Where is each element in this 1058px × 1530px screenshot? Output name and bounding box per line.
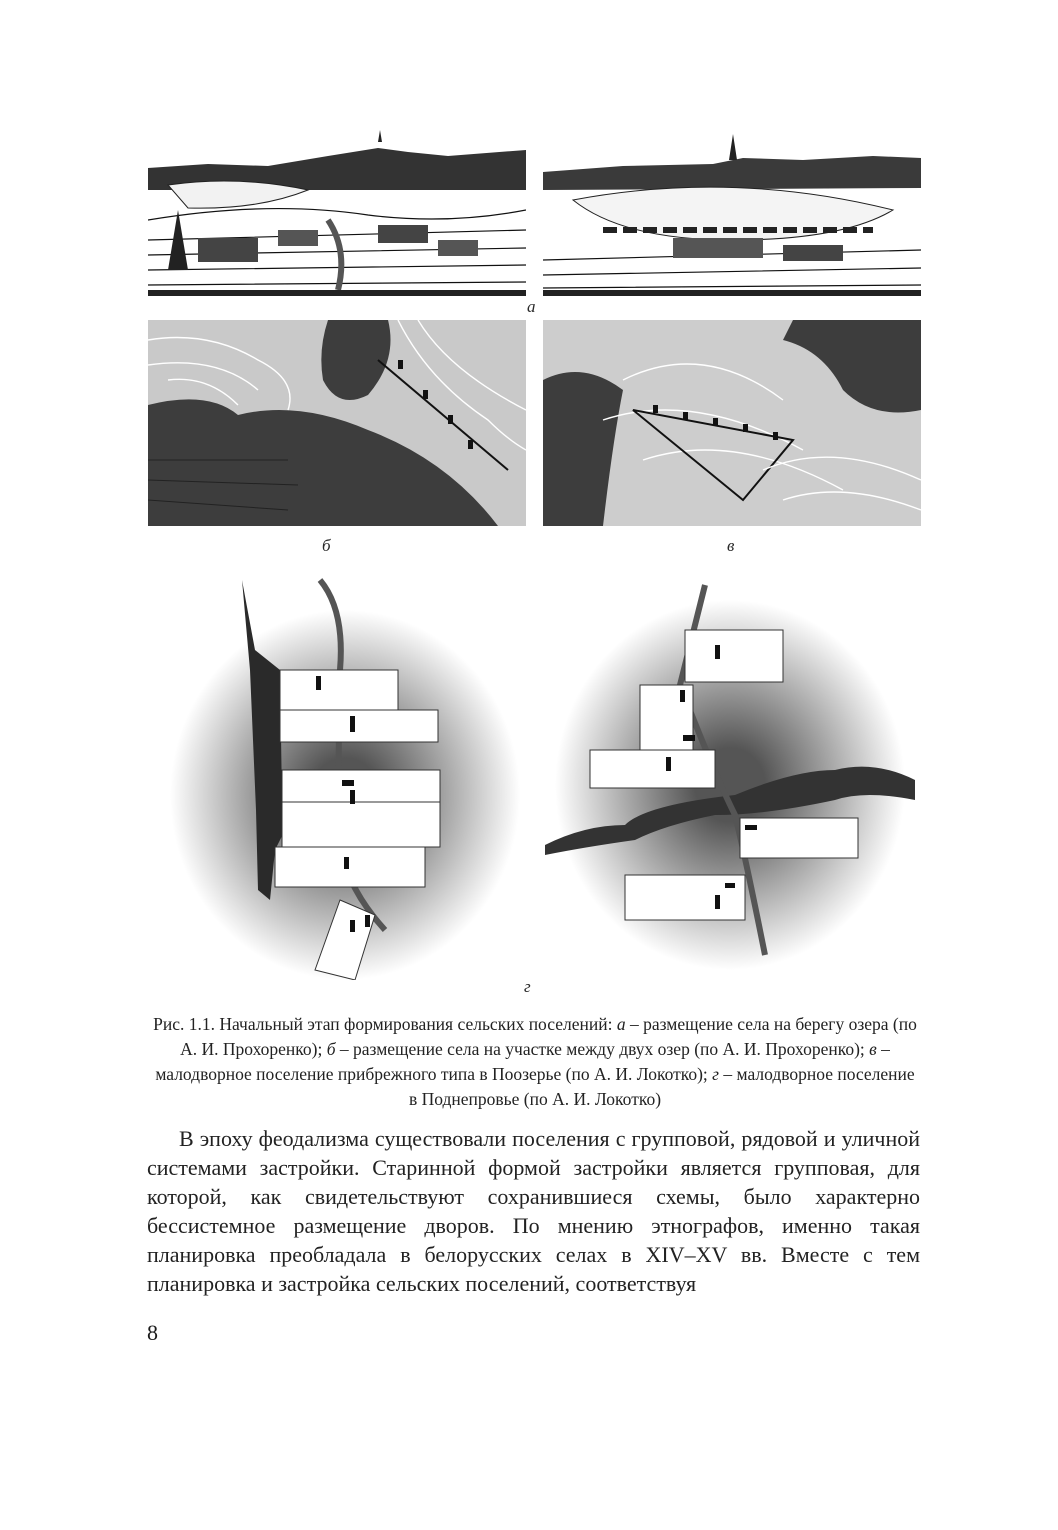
figure-label-a: а bbox=[527, 297, 536, 316]
caption-text: – размещение села на берегу озера (по А. И. Прохоренко); bbox=[180, 1014, 917, 1059]
paragraph: В эпоху феодализма существовали поселения с групповой, рядовой и уличной системами застройки. Старинной формой застройки является групповая, для которой, как свидетельствуют сохранившиеся схемы, было характерно бессистемное размещение дворов. По мнению этнографов, именно такая планировка преобладала в белорусских селах в XIV–XV вв. Вместе с тем планировка и застройка сельских поселений, соответствуя bbox=[147, 1126, 920, 1296]
page-number: 8 bbox=[147, 1320, 158, 1345]
figure-label-v: в bbox=[727, 536, 735, 555]
figure-caption bbox=[150, 1012, 920, 1112]
sketch-hill-village bbox=[543, 130, 921, 296]
caption-label-italic: а bbox=[616, 1014, 626, 1034]
caption-text: – малодворное поселение в Поднепровье (по А. И. Локотко) bbox=[408, 1064, 915, 1109]
caption-label-italic: в bbox=[869, 1039, 877, 1059]
sketch-lake-village bbox=[148, 130, 526, 296]
map-between-lakes bbox=[148, 320, 526, 526]
caption-text: – размещение села на участке между двух озер (по А. И. Прохоренко); bbox=[335, 1039, 870, 1059]
plan-dnieper-village-right bbox=[545, 575, 915, 975]
caption-text: – малодворное поселение прибрежного типа в Поозерье (по А. И. Локотко); bbox=[155, 1039, 890, 1084]
caption-text: Рис. 1.1. Начальный этап формирования сельских поселений: bbox=[153, 1014, 617, 1034]
caption-label-italic: г bbox=[712, 1064, 719, 1084]
map-lakeside-village bbox=[543, 320, 921, 526]
figure-label-g: г bbox=[524, 977, 531, 996]
body-text bbox=[147, 1124, 920, 1298]
caption-label-italic: б bbox=[326, 1039, 336, 1059]
plan-dnieper-village-left bbox=[160, 570, 530, 980]
figure-label-b: б bbox=[322, 536, 331, 555]
